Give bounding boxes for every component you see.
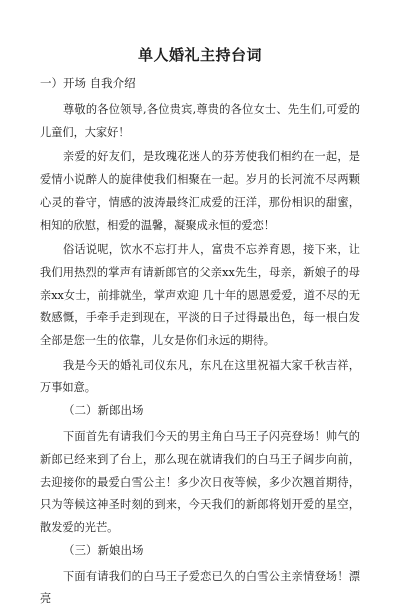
host-blessing-paragraph: 我是今天的婚礼司仪东凡，东凡在这里祝福大家千秋吉祥，万事如意。 bbox=[40, 358, 360, 395]
bride-paragraph: 下面有请我们的白马王子爱恋已久的白雪公主亲情登场！漂亮 bbox=[40, 569, 360, 606]
section-bride-entrance bbox=[40, 542, 360, 611]
greeting-paragraph: 尊敬的各位领导,各位贵宾,尊贵的各位女士、先生们,可爱的儿童们，大家好！ bbox=[40, 103, 360, 139]
section-opening bbox=[40, 75, 360, 400]
section-heading-bride: （三）新娘出场 bbox=[63, 542, 144, 557]
section-heading-groom: （二）新郎出场 bbox=[63, 403, 144, 418]
parents-paragraph: 俗话说呢，饮水不忘打井人，富贵不忘养育恩，接下来，让我们用热烈的掌声有请新郎官的父亲xx先生，母亲，新娘子的母亲xx女士，前排就坐，掌声欢迎 几十年的恩恩爱爱，道不尽的无数感慨，手牵手走到现在，平淡的日子过得最出色，每一根白发全部是您一生的依靠，儿女是你们永远的期待。 bbox=[40, 243, 360, 348]
section-groom-entrance bbox=[40, 402, 360, 540]
groom-paragraph: 下面首先有请我们今天的男主角白马王子闪亮登场！帅气的新郎已经来到了台上，那么现在就请我们的白马王子阔步向前，去迎接你的最爱白雪公主！多少次日夜等候，多少次翘首期待，只为等候这神圣时刻的到来，今天我们的新郎将划开爱的星空，散发爱的光芒。 bbox=[40, 430, 360, 534]
section-heading-opening: 一）开场 自我介绍 bbox=[40, 76, 136, 90]
love-paragraph: 亲爱的好友们，是玫瑰花迷人的芬芳使我们相约在一起，是爱情小说醉人的旋律使我们相聚在一起。岁月的长河流不尽两颗心灵的眷守，情感的波涛最终汇成爱的汪洋，那份相识的甜蜜，相知的欣慰，相爱的温馨，凝聚成永恒的爱恋！ bbox=[40, 150, 360, 232]
page-title: 单人婚礼主持台词 bbox=[137, 46, 262, 64]
